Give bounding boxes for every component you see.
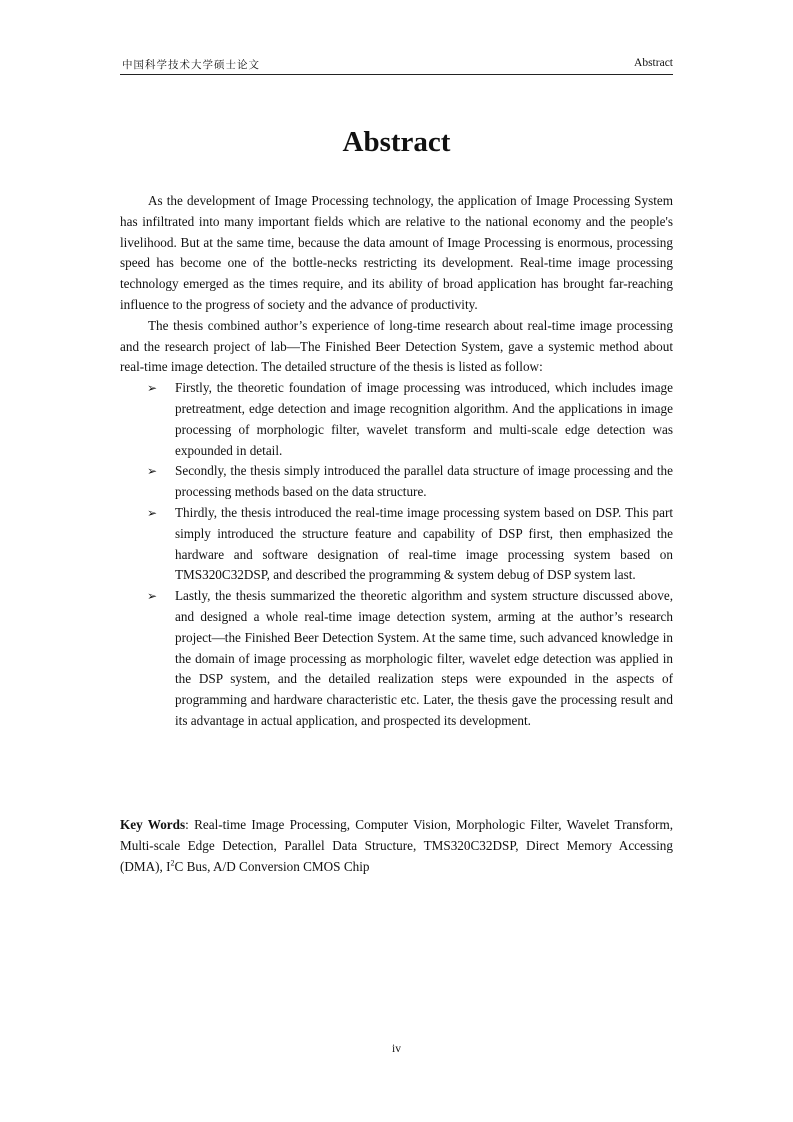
key-words-text-end: C Bus, A/D Conversion CMOS Chip: [174, 858, 370, 874]
paragraph-2: The thesis combined author’s experience of long-time research about real-time image processing and the research project of lab—The Finished Beer Detection System, gave a systemic method about real-time image detection. The detailed structure of the thesis is listed as follow:: [120, 317, 673, 375]
arrow-bullet-icon: ➢: [147, 464, 158, 479]
page-title: Abstract: [342, 126, 451, 158]
key-words-text: Real-time Image Processing, Computer Vision, Morphologic Filter, Wavelet Transform, Multi-scale Edge Detection, Parallel Data Structure, TMS320C32DSP, Direct Memory Accessing (DMA), I: [120, 817, 673, 874]
list-item-text: Firstly, the theoretic foundation of image processing was introduced, which includes image pretreatment, edge detection and image recognition algorithm. And the applications in image processing of morphologic filter, wavelet transform and multi-scale edge detection was expounded in detail.: [175, 380, 673, 458]
key-words-label: Key Words: [120, 817, 186, 832]
list-item-text: Secondly, the thesis simply introduced the parallel data structure of image processing and the processing methods based on the data structure.: [175, 463, 673, 500]
list-item: [120, 461, 673, 503]
arrow-bullet-icon: ➢: [147, 589, 158, 604]
arrow-bullet-icon: ➢: [147, 381, 158, 396]
paragraph-1: As the development of Image Processing technology, the application of Image Processing System has infiltrated into many important fields which are relative to the national economy and the people's livelihood. But at the same time, because the data amount of Image Processing is enormous, processing speed has become one of the bottle-necks restricting its development. Real-time image processing technology emerged as the times require, and its ability of broad application has brought far-reaching influence to the progress of society and the advance of productivity.: [120, 193, 673, 312]
list-item-text: Lastly, the thesis summarized the theoretic algorithm and system structure discussed above, and designed a whole real-time image detection system, arming at the author’s research project—the Finished Beer Detection System. At the same time, such advanced knowledge in the domain of image processing as morphologic filter, wavelet edge detection was applied in the DSP system, and the detailed realization steps were expounded in the aspects of programming and hardware characteristic etc. Later, the thesis gave the processing result and its advantage in actual application, and prospected its development.: [175, 588, 673, 728]
page-number: iv: [392, 1043, 401, 1055]
abstract-body: [120, 191, 673, 732]
list-item: [120, 503, 673, 586]
header-section: Abstract: [634, 57, 673, 69]
list-item: [120, 586, 673, 732]
list-item: [120, 378, 673, 461]
list-item-text: Thirdly, the thesis introduced the real-time image processing system based on DSP. This part simply introduced the structure feature and capability of DSP first, then emphasized the hardware and software designation of real-time image processing system based on TMS320C32DSP, and described the programming & system debug of DSP system last.: [175, 504, 673, 583]
key-words: [120, 815, 673, 877]
arrow-bullet-icon: ➢: [147, 505, 158, 520]
key-words-superscript: 2: [170, 858, 175, 868]
running-header: [120, 56, 673, 75]
header-university: 中国科学技术大学硕士论文: [122, 59, 260, 71]
key-words-separator: :: [185, 817, 195, 832]
structure-list: [120, 378, 673, 732]
